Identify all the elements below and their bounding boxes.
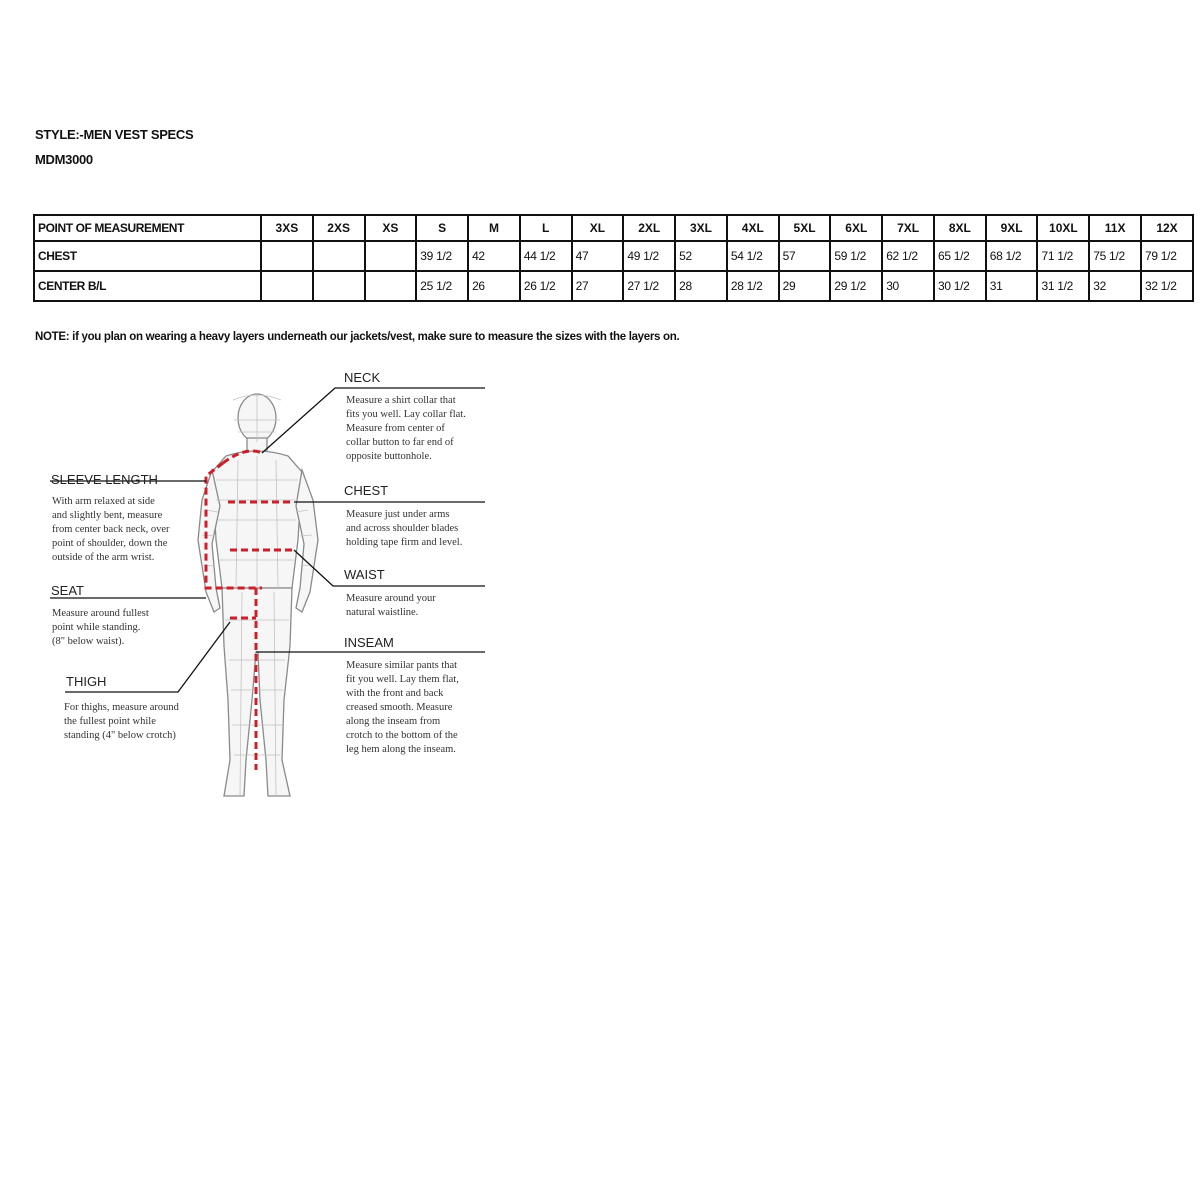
table-cell — [313, 271, 365, 301]
table-cell — [313, 241, 365, 271]
chest-title: CHEST — [344, 483, 389, 498]
thigh-desc-line: For thighs, measure around — [64, 702, 179, 713]
table-cell — [261, 271, 313, 301]
neck-desc-line: opposite buttonhole. — [346, 451, 432, 462]
size-header: 6XL — [830, 215, 882, 241]
size-spec-table — [33, 214, 1194, 302]
neck-desc-line: Measure a shirt collar that — [346, 395, 456, 406]
table-cell: 71 1/2 — [1037, 241, 1089, 271]
neck-title: NECK — [344, 370, 381, 385]
chest-callout — [344, 483, 462, 548]
thigh-title: THIGH — [66, 674, 107, 689]
layering-note: NOTE: if you plan on wearing a heavy layers underneath our jackets/vest, make sure to measure the sizes with the layers on. — [35, 331, 680, 343]
table-cell — [365, 241, 417, 271]
style-heading: STYLE:-MEN VEST SPECS — [35, 127, 194, 142]
table-cell: 32 1/2 — [1141, 271, 1193, 301]
style-code: MDM3000 — [35, 152, 93, 167]
table-cell: 31 — [986, 271, 1038, 301]
table-cell: 31 1/2 — [1037, 271, 1089, 301]
thigh-callout — [64, 674, 180, 741]
seat-desc-line: point while standing. — [52, 622, 141, 633]
sleeve-length-title: SLEEVE LENGTH — [51, 472, 158, 487]
waist-callout — [344, 567, 436, 618]
seat-callout — [51, 583, 149, 647]
size-header: M — [468, 215, 520, 241]
neck-desc-line: Measure from center of — [346, 423, 445, 434]
sleeve-desc-line: point of shoulder, down the — [52, 538, 168, 549]
row-label: CENTER B/L — [34, 271, 261, 301]
table-cell: 27 — [572, 271, 624, 301]
neck-desc-line: collar button to far end of — [346, 437, 454, 448]
inseam-desc-line: fit you well. Lay them flat, — [346, 674, 459, 685]
table-cell: 32 — [1089, 271, 1141, 301]
table-cell: 28 — [675, 271, 727, 301]
table-cell: 54 1/2 — [727, 241, 779, 271]
table-cell: 30 1/2 — [934, 271, 986, 301]
seat-desc-line: Measure around fullest — [52, 608, 149, 619]
inseam-callout — [344, 635, 459, 755]
size-header: XS — [365, 215, 417, 241]
table-cell: 29 — [779, 271, 831, 301]
table-cell: 79 1/2 — [1141, 241, 1193, 271]
table-cell: 30 — [882, 271, 934, 301]
sleeve-length-callout — [51, 472, 170, 563]
size-header: S — [416, 215, 468, 241]
point-of-measurement-header: POINT OF MEASUREMENT — [34, 215, 261, 241]
size-header: 2XL — [623, 215, 675, 241]
table-cell: 65 1/2 — [934, 241, 986, 271]
inseam-desc-line: along the inseam from — [346, 716, 441, 727]
neck-callout — [344, 370, 466, 462]
neck-desc-line: fits you well. Lay collar flat. — [346, 409, 466, 420]
size-header: 5XL — [779, 215, 831, 241]
size-header: 2XS — [313, 215, 365, 241]
sleeve-desc-line: and slightly bent, measure — [52, 510, 163, 521]
size-header: 7XL — [882, 215, 934, 241]
sleeve-desc-line: outside of the arm wrist. — [52, 552, 155, 563]
inseam-desc-line: creased smooth. Measure — [346, 702, 453, 713]
size-header: 11X — [1089, 215, 1141, 241]
table-cell: 68 1/2 — [986, 241, 1038, 271]
waist-title: WAIST — [344, 567, 385, 582]
inseam-title: INSEAM — [344, 635, 394, 650]
table-cell: 26 1/2 — [520, 271, 572, 301]
table-cell — [261, 241, 313, 271]
size-header-row — [34, 215, 1193, 241]
measurement-diagram — [30, 360, 500, 810]
table-cell: 39 1/2 — [416, 241, 468, 271]
size-header: 8XL — [934, 215, 986, 241]
inseam-desc-line: leg hem along the inseam. — [346, 744, 456, 755]
chest-desc-line: and across shoulder blades — [346, 523, 459, 534]
size-header: 10XL — [1037, 215, 1089, 241]
inseam-desc-line: with the front and back — [346, 688, 444, 699]
body-figure-illustration — [198, 394, 318, 796]
table-cell: 27 1/2 — [623, 271, 675, 301]
waist-desc-line: Measure around your — [346, 593, 436, 604]
table-cell: 59 1/2 — [830, 241, 882, 271]
waist-desc-line: natural waistline. — [346, 607, 419, 618]
table-cell — [365, 271, 417, 301]
table-cell: 57 — [779, 241, 831, 271]
sleeve-desc-line: With arm relaxed at side — [52, 496, 155, 507]
inseam-desc-line: Measure similar pants that — [346, 660, 458, 671]
chest-row — [34, 241, 1193, 271]
row-label: CHEST — [34, 241, 261, 271]
size-header: XL — [572, 215, 624, 241]
thigh-desc-line: the fullest point while — [64, 716, 156, 727]
table-cell: 47 — [572, 241, 624, 271]
chest-desc-line: holding tape firm and level. — [346, 537, 463, 548]
thigh-desc-line: standing (4" below crotch) — [64, 730, 176, 741]
seat-title: SEAT — [51, 583, 84, 598]
table-cell: 29 1/2 — [830, 271, 882, 301]
table-cell: 42 — [468, 241, 520, 271]
sleeve-desc-line: from center back neck, over — [52, 524, 170, 535]
table-cell: 62 1/2 — [882, 241, 934, 271]
size-header: 3XS — [261, 215, 313, 241]
table-cell: 25 1/2 — [416, 271, 468, 301]
table-cell: 49 1/2 — [623, 241, 675, 271]
table-cell: 28 1/2 — [727, 271, 779, 301]
size-header: 9XL — [986, 215, 1038, 241]
center-bl-row — [34, 271, 1193, 301]
inseam-desc-line: crotch to the bottom of the — [346, 730, 458, 741]
size-header: 4XL — [727, 215, 779, 241]
table-cell: 52 — [675, 241, 727, 271]
chest-desc-line: Measure just under arms — [346, 509, 450, 520]
table-cell: 44 1/2 — [520, 241, 572, 271]
size-header: L — [520, 215, 572, 241]
table-cell: 75 1/2 — [1089, 241, 1141, 271]
size-header: 12X — [1141, 215, 1193, 241]
seat-desc-line: (8" below waist). — [52, 636, 125, 647]
size-header: 3XL — [675, 215, 727, 241]
table-cell: 26 — [468, 271, 520, 301]
